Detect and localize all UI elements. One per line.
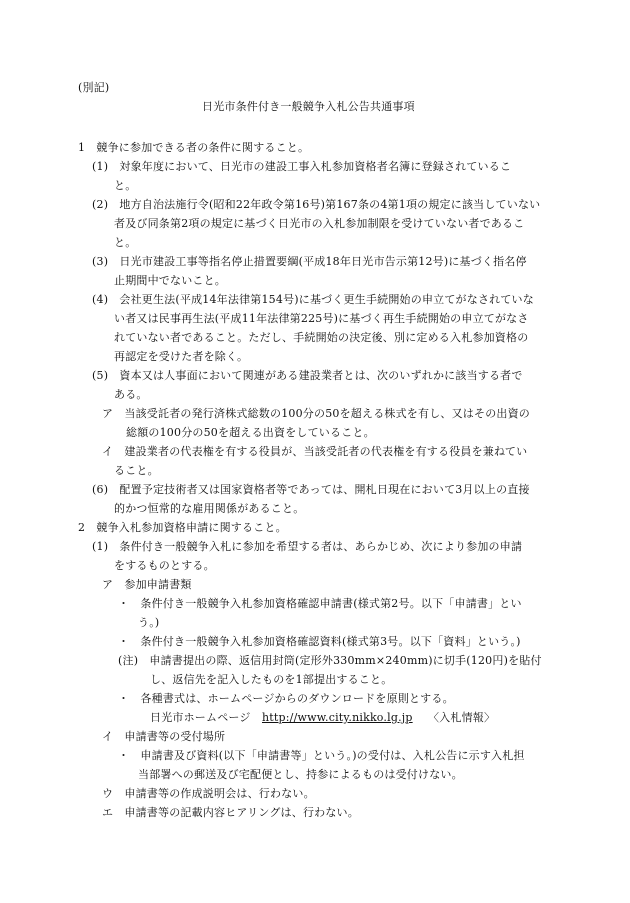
s2-u-line: ウ 申請書等の作成説明会は、行わない。	[102, 787, 315, 800]
s1-item5-a-line1: ア 当該受託者の発行済株式総数の100分の50を超える株式を有し、又はその出資の	[102, 407, 530, 420]
s1-item2-line3: と。	[114, 236, 137, 249]
s1-item4-line4: 再認定を受けた者を除く。	[114, 350, 249, 363]
s1-item6-line1: (6) 配置予定技術者又は国家資格者等であっては、開札日現在において3月以上の直接	[92, 483, 530, 496]
homepage-link[interactable]: http://www.city.nikko.lg.jp	[262, 711, 413, 724]
homepage-suffix: 〈入札情報〉	[428, 711, 496, 724]
section-2-heading: 2 競争入札参加資格申請に関すること。	[78, 521, 287, 534]
s2-bullet1-line2: う。)	[138, 616, 160, 629]
s2-item1-line2: をするものとする。	[114, 559, 215, 572]
s1-item2-line1: (2) 地方自治法施行令(昭和22年政令第16号)第167条の4第1項の規定に該当していない	[92, 198, 541, 211]
s2-item1-line1: (1) 条件付き一般競争入札に参加を希望する者は、あらかじめ、次により参加の申請	[92, 540, 523, 553]
s1-item4-line3: れていない者であること。ただし、手続開始の決定後、別に定める入札参加資格の	[114, 331, 529, 344]
s1-item6-line2: 的かつ恒常的な雇用関係があること。	[114, 502, 305, 515]
annex-note: (別記)	[78, 81, 110, 94]
s1-item3-line1: (3) 日光市建設工事等指名停止措置要綱(平成18年日光市告示第12号)に基づく指名停	[92, 255, 527, 268]
s1-item3-line2: 止期間中でないこと。	[114, 274, 226, 287]
s1-item2-line2: 者及び同条第2項の規定に基づく日光市の入札参加制限を受けていない者であるこ	[114, 217, 525, 230]
s1-item5-i-line2: ること。	[114, 464, 159, 477]
section-1-heading: 1 競争に参加できる者の条件に関すること。	[78, 141, 310, 154]
s2-bullet4-line2: 当部署への郵送及び宅配便とし、持参によるものは受付けない。	[138, 768, 463, 781]
s1-item1-line2: と。	[114, 179, 137, 192]
s1-item5-i-line1: イ 建設業者の代表権を有する役員が、当該受託者の代表権を有する役員を兼ねてい	[102, 445, 528, 458]
s2-bullet1-line1: ・ 条件付き一般競争入札参加資格確認申請書(様式第2号。以下「申請書」とい	[118, 597, 522, 610]
s2-bullet3: ・ 各種書式は、ホームページからのダウンロードを原則とする。	[118, 692, 454, 705]
s2-i-heading: イ 申請書等の受付場所	[102, 730, 226, 743]
s1-item1-line1: (1) 対象年度において、日光市の建設工事入札参加資格者名簿に登録されているこ	[92, 160, 512, 173]
s1-item4-line2: い者又は民事再生法(平成11年法律第225号)に基づく再生手続開始の申立てがなさ	[114, 312, 529, 325]
s2-note-line1: (注) 申請書提出の際、返信用封筒(定形外330mm×240mm)に切手(120円)を貼付	[118, 654, 542, 667]
s1-item5-a-line2: 総額の100分の50を超える出資をしていること。	[126, 426, 375, 439]
s2-bullet4-line1: ・ 申請書及び資料(以下「申請書等」という。)の受付は、入札公告に示す入札担	[118, 749, 525, 762]
s2-a-heading: ア 参加申請書類	[102, 578, 192, 591]
document-title: 日光市条件付き一般競争入札公告共通事項	[202, 100, 415, 113]
s2-bullet2: ・ 条件付き一般競争入札参加資格確認資料(様式第3号。以下「資料」という。)	[118, 635, 521, 648]
s1-item5-line1: (5) 資本又は人事面において関連がある建設業者とは、次のいずれかに該当する者で	[92, 369, 523, 382]
s1-item5-line2: ある。	[114, 388, 148, 401]
s2-note-line2: し、返信先を記入したものを1部提出すること。	[150, 673, 393, 686]
s2-e-line: エ 申請書等の記載内容ヒアリングは、行わない。	[102, 806, 359, 819]
homepage-label: 日光市ホームページ	[150, 711, 251, 724]
s1-item4-line1: (4) 会社更生法(平成14年法律第154号)に基づく更生手続開始の申立てがなされていな	[92, 293, 534, 306]
